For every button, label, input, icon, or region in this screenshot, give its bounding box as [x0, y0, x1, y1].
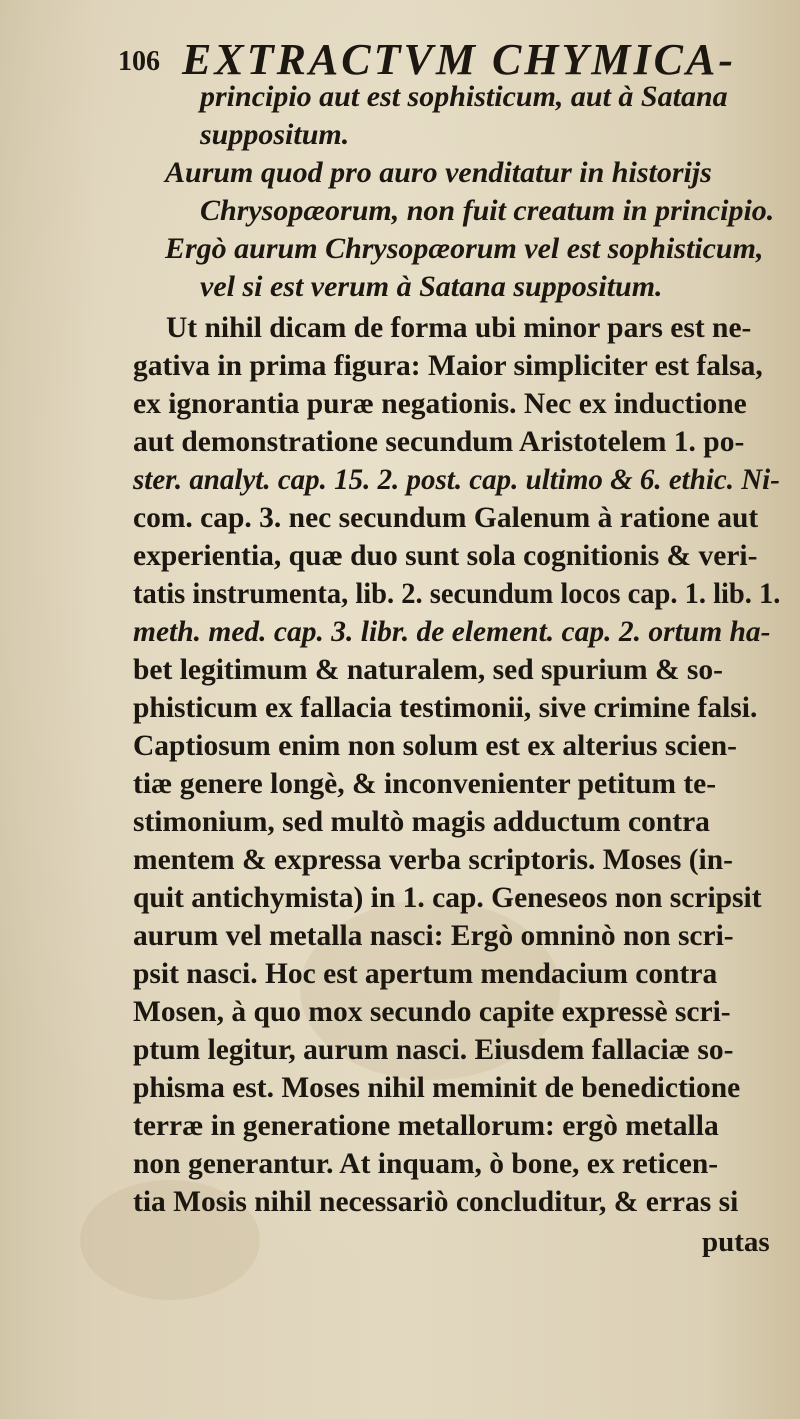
text-line: aurum vel metalla nasci: Ergò omninò non scri- [133, 920, 734, 952]
text-line: stimonium, sed multò magis adductum contra [133, 806, 710, 838]
catchword: putas [702, 1226, 770, 1258]
text-line: phisma est. Moses nihil meminit de benedictione [133, 1072, 741, 1104]
page-number: 106 [118, 46, 160, 77]
text-line: psit nasci. Hoc est apertum mendacium contra [133, 958, 718, 990]
text-line: ex ignorantia puræ negationis. Nec ex inductione [133, 388, 747, 420]
syllogism-line: Ergò aurum Chrysopæorum vel est sophisticum, [165, 232, 764, 265]
syllogism-line: suppositum. [200, 118, 350, 151]
text-line: meth. med. cap. 3. libr. de element. cap. 2. ortum ha- [133, 616, 771, 648]
text-line: Ut nihil dicam de forma ubi minor pars est ne- [166, 312, 752, 344]
text-line: mentem & expressa verba scriptoris. Moses (in- [133, 844, 733, 876]
text-line: quit antichymista) in 1. cap. Geneseos non scripsit [133, 882, 762, 914]
text-line: phisticum ex fallacia testimonii, sive crimine falsi. [133, 692, 758, 724]
text-line: tiæ genere longè, & inconvenienter petitum te- [133, 768, 717, 800]
syllogism-line: vel si est verum à Satana suppositum. [200, 270, 663, 303]
text-line: terræ in generatione metallorum: ergò metalla [133, 1110, 719, 1142]
text-line: ptum legitur, aurum nasci. Eiusdem fallaciæ so- [133, 1034, 734, 1066]
running-header [118, 35, 737, 84]
text-line: tia Mosis nihil necessariò concluditur, & erras si [133, 1186, 739, 1218]
text-line: experientia, quæ duo sunt sola cognitionis & veri- [133, 540, 758, 572]
syllogism-line: Aurum quod pro auro venditatur in historijs [165, 156, 712, 189]
text-line: bet legitimum & naturalem, sed spurium & so- [133, 654, 723, 686]
running-title: EXTRACTVM CHYMICA- [182, 35, 737, 84]
syllogism-line: Chrysopæorum, non fuit creatum in principio. [200, 194, 775, 227]
text-line: com. cap. 3. nec secundum Galenum à ratione aut [133, 502, 759, 534]
syllogism-line: principio aut est sophisticum, aut à Satana [200, 80, 728, 113]
text-line: aut demonstratione secundum Aristotelem 1. po- [133, 426, 745, 458]
text-line: gativa in prima figura: Maior simpliciter est falsa, [133, 350, 763, 382]
text-line: Captiosum enim non solum est ex alterius scien- [133, 730, 737, 762]
text-line: non generantur. At inquam, ò bone, ex reticen- [133, 1148, 719, 1180]
text-line: ster. analyt. cap. 15. 2. post. cap. ultimo & 6. ethic. Ni- [133, 464, 780, 496]
text-line: Mosen, à quo mox secundo capite expressè scri- [133, 996, 731, 1028]
text-line: tatis instrumenta, lib. 2. secundum locos cap. 1. lib. 1. [133, 578, 781, 610]
